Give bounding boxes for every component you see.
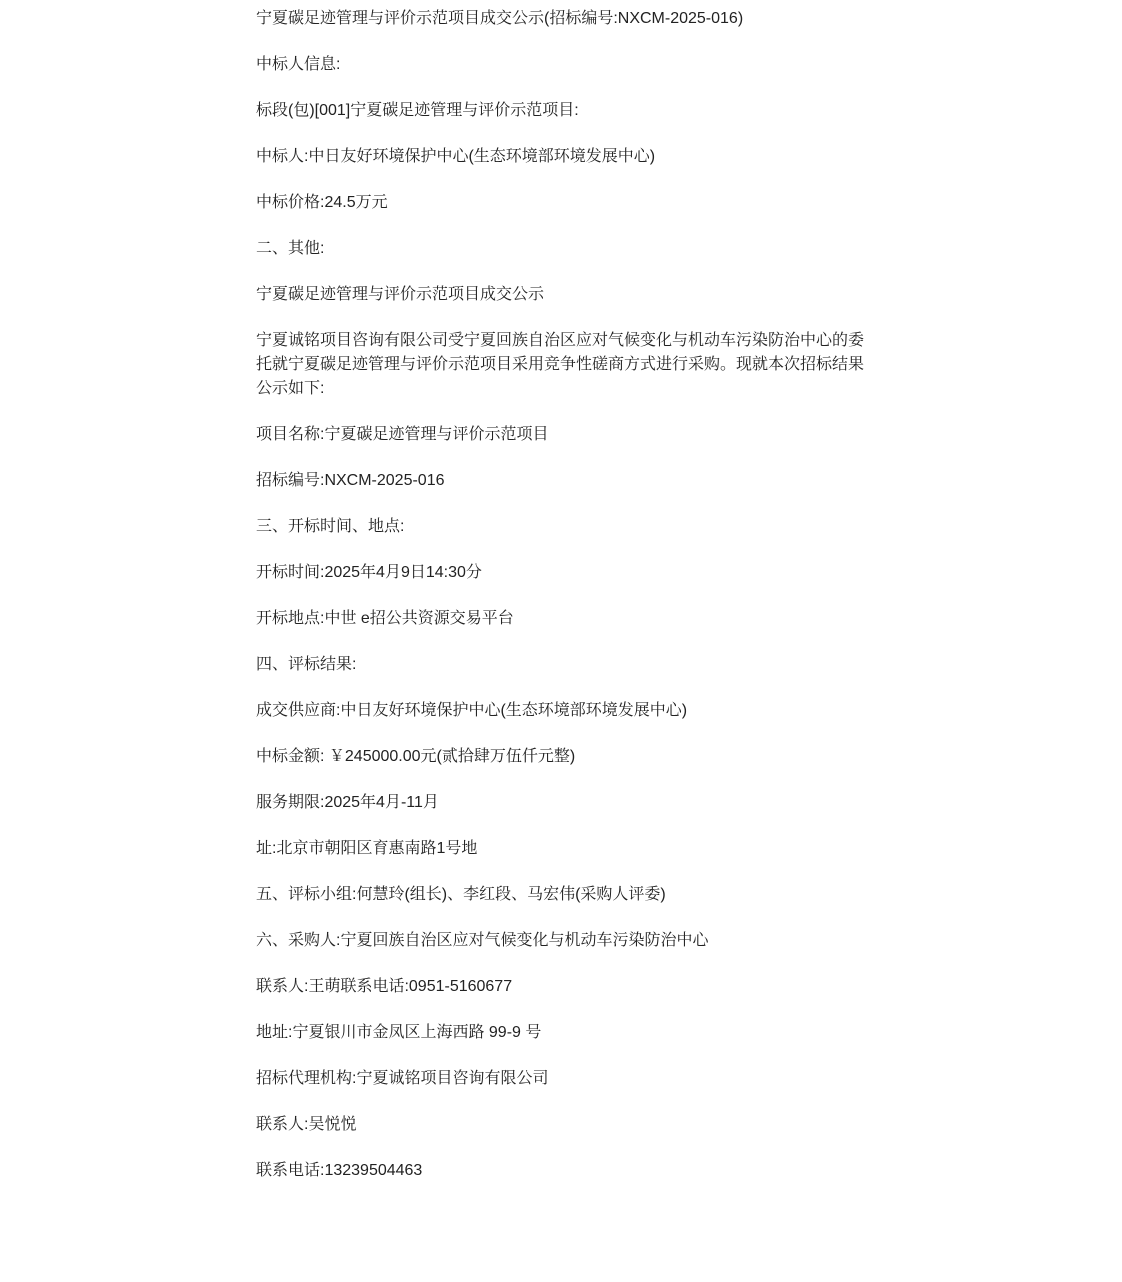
section-result-heading: 四、评标结果:	[256, 656, 357, 673]
agency-contact-line: 联系人:吴悦悦	[256, 1116, 357, 1133]
winning-price-line: 中标价格:24.5万元	[256, 194, 388, 211]
project-name-line: 项目名称:宁夏碳足迹管理与评价示范项目	[256, 426, 549, 443]
purchaser-contact-line: 联系人:王萌联系电话:0951-5160677	[256, 978, 513, 995]
purchaser-address-line: 地址:宁夏银川市金凤区上海西路 99-9 号	[256, 1024, 542, 1041]
opening-place-line: 开标地点:中世 e招公共资源交易平台	[256, 610, 514, 627]
tender-number-line: 招标编号:NXCM-2025-016	[256, 472, 445, 489]
lot-line: 标段(包)[001]宁夏碳足迹管理与评价示范项目:	[256, 102, 579, 119]
service-period-line: 服务期限:2025年4月-11月	[256, 794, 439, 811]
purchaser-line: 六、采购人:宁夏回族自治区应对气候变化与机动车污染防治中心	[256, 932, 709, 949]
supplier-line: 成交供应商:中日友好环境保护中心(生态环境部环境发展中心)	[256, 702, 688, 719]
announcement-subtitle: 宁夏碳足迹管理与评价示范项目成交公示	[256, 286, 545, 303]
amount-line: 中标金额: ￥245000.00元(贰拾肆万伍仟元整)	[256, 748, 576, 765]
section-other-heading: 二、其他:	[256, 240, 325, 257]
winner-line: 中标人:中日友好环境保护中心(生态环境部环境发展中心)	[256, 148, 656, 165]
document-title: 宁夏碳足迹管理与评价示范项目成交公示(招标编号:NXCM-2025-016)	[256, 10, 744, 27]
section-opening-heading: 三、开标时间、地点:	[256, 518, 405, 535]
announcement-document	[256, 7, 870, 1205]
supplier-address-line: 址:北京市朝阳区育惠南路1号地	[256, 840, 478, 857]
agency-phone-line: 联系电话:13239504463	[256, 1162, 423, 1179]
intro-paragraph: 宁夏诚铭项目咨询有限公司受宁夏回族自治区应对气候变化与机动车污染防治中心的委托就宁夏碳足迹管理与评价示范项目采用竞争性磋商方式进行采购。现就本次招标结果公示如下:	[256, 332, 865, 397]
winner-info-heading: 中标人信息:	[256, 56, 341, 73]
agency-line: 招标代理机构:宁夏诚铭项目咨询有限公司	[256, 1070, 549, 1087]
opening-time-line: 开标时间:2025年4月9日14:30分	[256, 564, 482, 581]
evaluation-panel-line: 五、评标小组:何慧玲(组长)、李红段、马宏伟(采购人评委)	[256, 886, 666, 903]
